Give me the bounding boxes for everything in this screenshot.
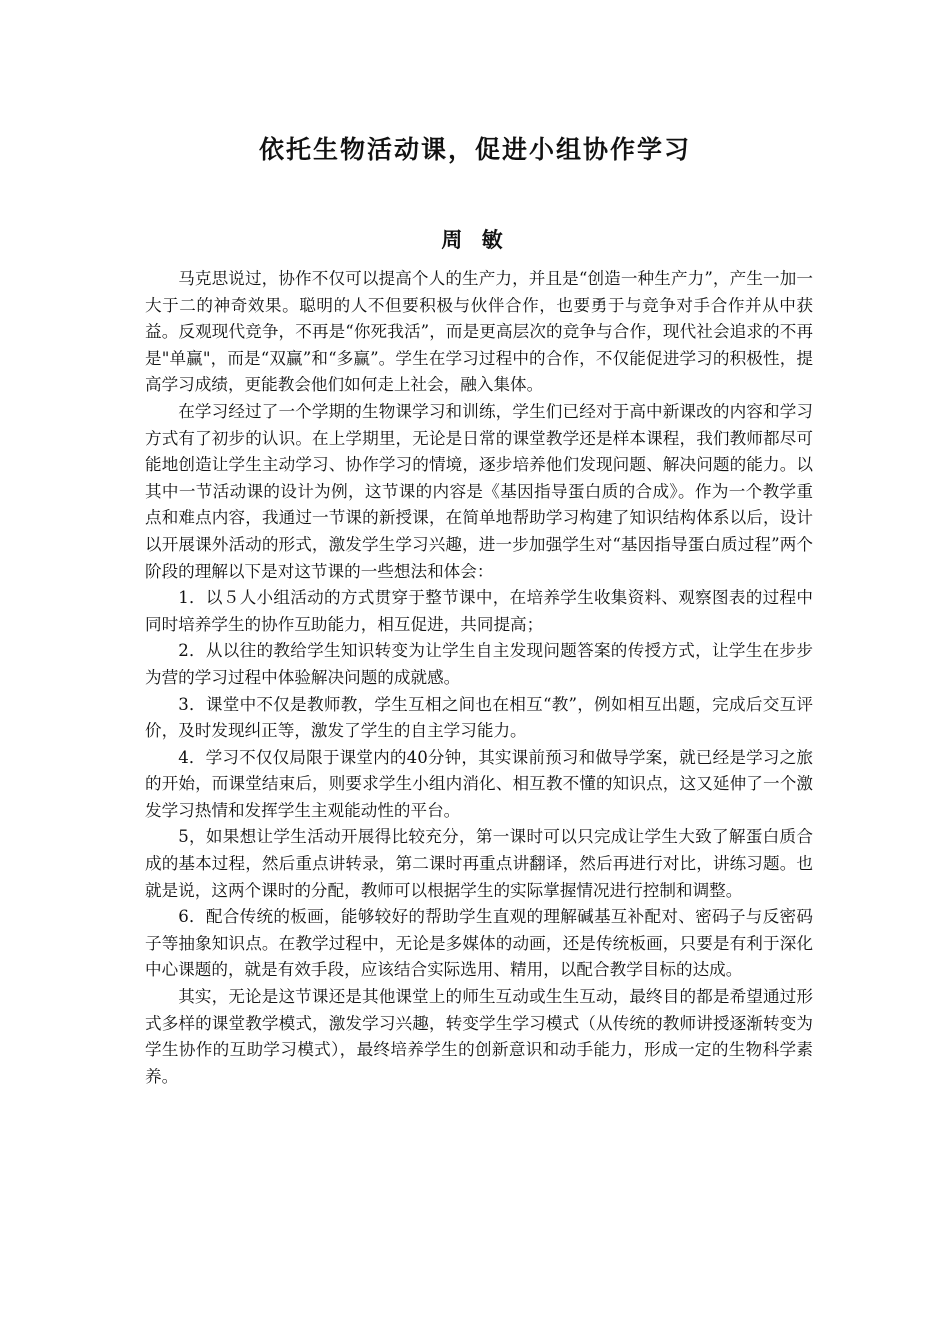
list-item: 6．配合传统的板画，能够较好的帮助学生直观的理解碱基互补配对、密码子与反密码子等抽象知识点。在教学过程中，无论是多媒体的动画，还是传统板画，只要是有利于深化中心课题的，就是有效手段，应该结合实际选用、精用，以配合教学目标的达成。 (145, 907, 813, 980)
list-item: 2．从以往的教给学生知识转变为让学生自主发现问题答案的传授方式，让学生在步步为营的学习过程中体验解决问题的成就感。 (145, 641, 813, 687)
document-body (145, 266, 813, 1090)
list-item: 1．以５人小组活动的方式贯穿于整节课中，在培养学生收集资料、观察图表的过程中同时培养学生的协作互助能力，相互促进，共同提高； (145, 588, 813, 634)
body-paragraph: 在学习经过了一个学期的生物课学习和训练，学生们已经对于高中新课改的内容和学习方式有了初步的认识。在上学期里，无论是日常的课堂教学还是样本课程，我们教师都尽可能地创造让学生主动学习、协作学习的情境，逐步培养他们发现问题、解决问题的能力。以其中一节活动课的设计为例，这节课的内容是《基因指导蛋白质的合成》。作为一个教学重点和难点内容，我通过一节课的新授课，在简单地帮助学习构建了知识结构体系以后，设计以开展课外活动的形式，激发学生学习兴趣，进一步加强学生对“基因指导蛋白质过程”两个阶段的理解以下是对这节课的一些想法和体会： (145, 401, 813, 581)
list-item: 4．学习不仅仅局限于课堂内的40分钟，其实课前预习和做导学案，就已经是学习之旅的开始，而课堂结束后，则要求学生小组内消化、相互教不懂的知识点，这又延伸了一个激发学习热情和发挥学生主观能动性的平台。 (145, 747, 813, 820)
document-title: 依托生物活动课，促进小组协作学习 (258, 135, 691, 164)
body-paragraph: 其实，无论是这节课还是其他课堂上的师生互动或生生互动，最终目的都是希望通过形式多样的课堂教学模式，激发学习兴趣，转变学生学习模式（从传统的教师讲授逐渐转变为学生协作的互助学习模式），最终培养学生的创新意识和动手能力，形成一定的生物科学素养。 (145, 987, 813, 1086)
body-paragraph: 马克思说过，协作不仅可以提高个人的生产力，并且是“创造一种生产力”，产生一加一大于二的神奇效果。聪明的人不但要积极与伙伴合作，也要勇于与竞争对手合作并从中获益。反观现代竞争，不再是“你死我活”，而是更高层次的竞争与合作，现代社会追求的不再是"单赢"，而是“双赢”和“多赢”。学生在学习过程中的合作，不仅能促进学习的积极性，提高学习成绩，更能教会他们如何走上社会，融入集体。 (145, 269, 813, 395)
list-item: 3．课堂中不仅是教师教，学生互相之间也在相互“教”，例如相互出题，完成后交互评价，及时发现纠正等，激发了学生的自主学习能力。 (145, 694, 813, 741)
list-item: 5，如果想让学生活动开展得比较充分，第一课时可以只完成让学生大致了解蛋白质合成的基本过程，然后重点讲转录，第二课时再重点讲翻译，然后再进行对比，讲练习题。也就是说，这两个课时的分配，教师可以根据学生的实际掌握情况进行控制和调整。 (145, 827, 813, 900)
author-name: 周 敏 (441, 228, 509, 252)
